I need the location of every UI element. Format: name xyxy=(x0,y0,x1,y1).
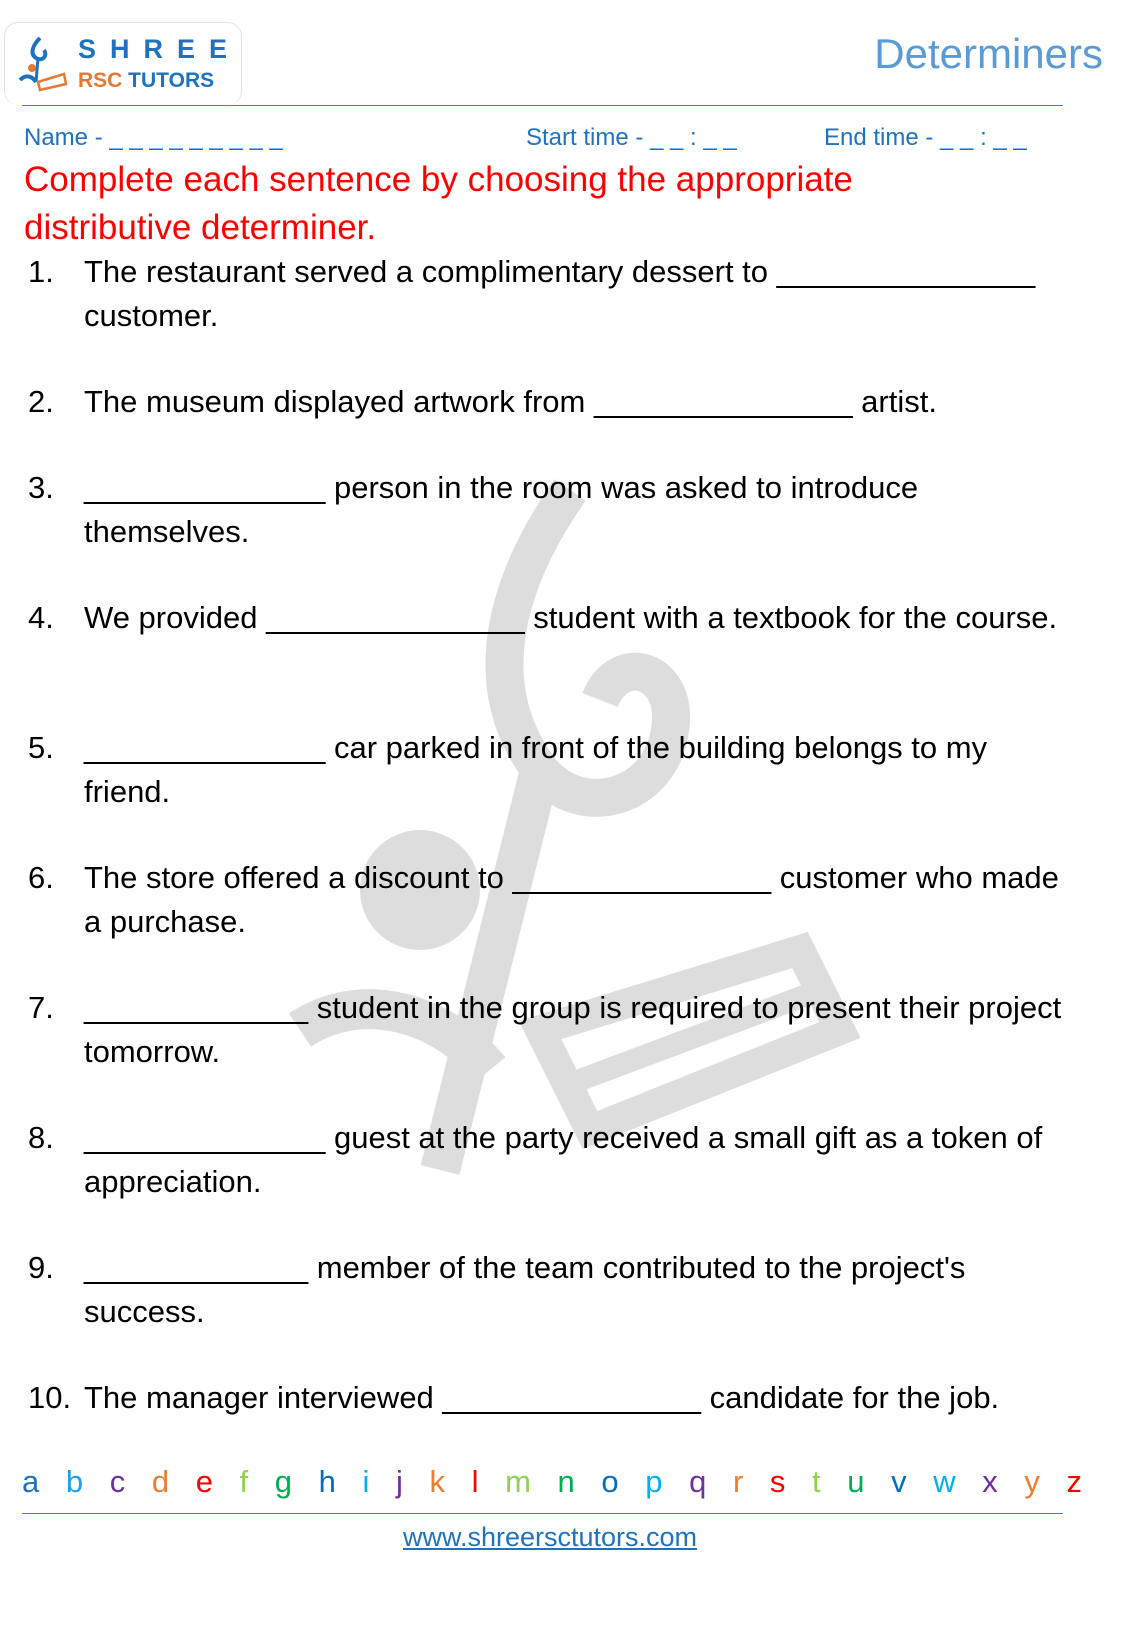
logo-tutors: TUTORS xyxy=(122,69,215,92)
alphabet-letter: z xyxy=(1066,1464,1082,1499)
question-number: 7. xyxy=(28,990,54,1025)
question-text[interactable]: ______________ person in the room was asked to introduce themselves. xyxy=(84,470,919,549)
question-text[interactable]: _____________ member of the team contributed to the project's success. xyxy=(84,1250,966,1329)
question-number: 10. xyxy=(28,1380,72,1415)
alphabet-letter: p xyxy=(645,1464,663,1499)
question-text[interactable]: The store offered a discount to _______________ customer who made a purchase. xyxy=(84,860,1059,939)
alphabet-letter: k xyxy=(429,1464,445,1499)
question-text[interactable]: _____________ student in the group is required to present their project tomorrow. xyxy=(84,990,1062,1069)
alphabet-letter: f xyxy=(239,1464,249,1499)
alphabet-letter: t xyxy=(812,1464,821,1499)
logo-rsc: RSC xyxy=(78,69,123,92)
question-number: 5. xyxy=(28,730,54,765)
alphabet-letter: c xyxy=(109,1464,126,1499)
website-link[interactable]: www.shreersctutors.com xyxy=(402,1522,698,1552)
question-number: 9. xyxy=(28,1250,54,1285)
tutor-logo-icon xyxy=(18,36,68,92)
instruction-text: Complete each sentence by choosing the appropriate distributive determiner. xyxy=(24,160,853,247)
alphabet-strip xyxy=(22,1464,1082,1500)
alphabet-letter: u xyxy=(847,1464,865,1499)
alphabet-letter: d xyxy=(151,1464,170,1499)
alphabet-letter: n xyxy=(557,1464,575,1499)
logo-subtitle xyxy=(78,69,214,93)
question-text[interactable]: The museum displayed artwork from _______________ artist. xyxy=(84,384,937,419)
alphabet-letter: g xyxy=(274,1464,293,1499)
alphabet-letter: x xyxy=(982,1464,998,1499)
alphabet-letter: s xyxy=(769,1464,786,1499)
watermark-logo-icon xyxy=(240,470,860,1210)
alphabet-letter: m xyxy=(505,1464,531,1499)
question-text[interactable]: The manager interviewed _______________ candidate for the job. xyxy=(84,1380,1000,1415)
alphabet-letter: h xyxy=(318,1464,336,1499)
question-text[interactable]: The restaurant served a complimentary dessert to _______________ customer. xyxy=(84,254,1036,333)
alphabet-letter: y xyxy=(1024,1464,1040,1499)
alphabet-letter: o xyxy=(601,1464,619,1499)
name-field[interactable]: Name - _ _ _ _ _ _ _ _ _ xyxy=(24,124,283,151)
question-number: 1. xyxy=(28,254,54,289)
alphabet-letter: v xyxy=(891,1464,907,1499)
alphabet-letter: a xyxy=(22,1464,40,1499)
question-text[interactable]: We provided _______________ student with a textbook for the course. xyxy=(84,600,1058,635)
question-number: 8. xyxy=(28,1120,54,1155)
question-number: 6. xyxy=(28,860,54,895)
question-number: 2. xyxy=(28,384,54,419)
question-number: 4. xyxy=(28,600,54,635)
question-text[interactable]: ______________ guest at the party received a small gift as a token of appreciation. xyxy=(84,1120,1043,1199)
alphabet-letter: r xyxy=(732,1464,744,1499)
alphabet-letter: l xyxy=(471,1464,479,1499)
question-number: 3. xyxy=(28,470,54,505)
alphabet-letter: b xyxy=(65,1464,84,1499)
header-divider xyxy=(22,105,1063,106)
alphabet-letter: j xyxy=(396,1464,403,1499)
alphabet-letter: q xyxy=(689,1464,707,1499)
alphabet-letter: e xyxy=(195,1464,213,1499)
end-time-field[interactable]: End time - _ _ : _ _ xyxy=(824,124,1027,151)
alphabet-letter: i xyxy=(362,1464,370,1499)
alphabet-letter: w xyxy=(933,1464,956,1499)
question-text[interactable]: ______________ car parked in front of the building belongs to my friend. xyxy=(84,730,988,809)
start-time-field[interactable]: Start time - _ _ : _ _ xyxy=(526,124,737,151)
footer-divider xyxy=(22,1513,1063,1514)
logo-brand-name: SHREE xyxy=(78,34,242,64)
page-title: Determiners xyxy=(874,30,1103,77)
